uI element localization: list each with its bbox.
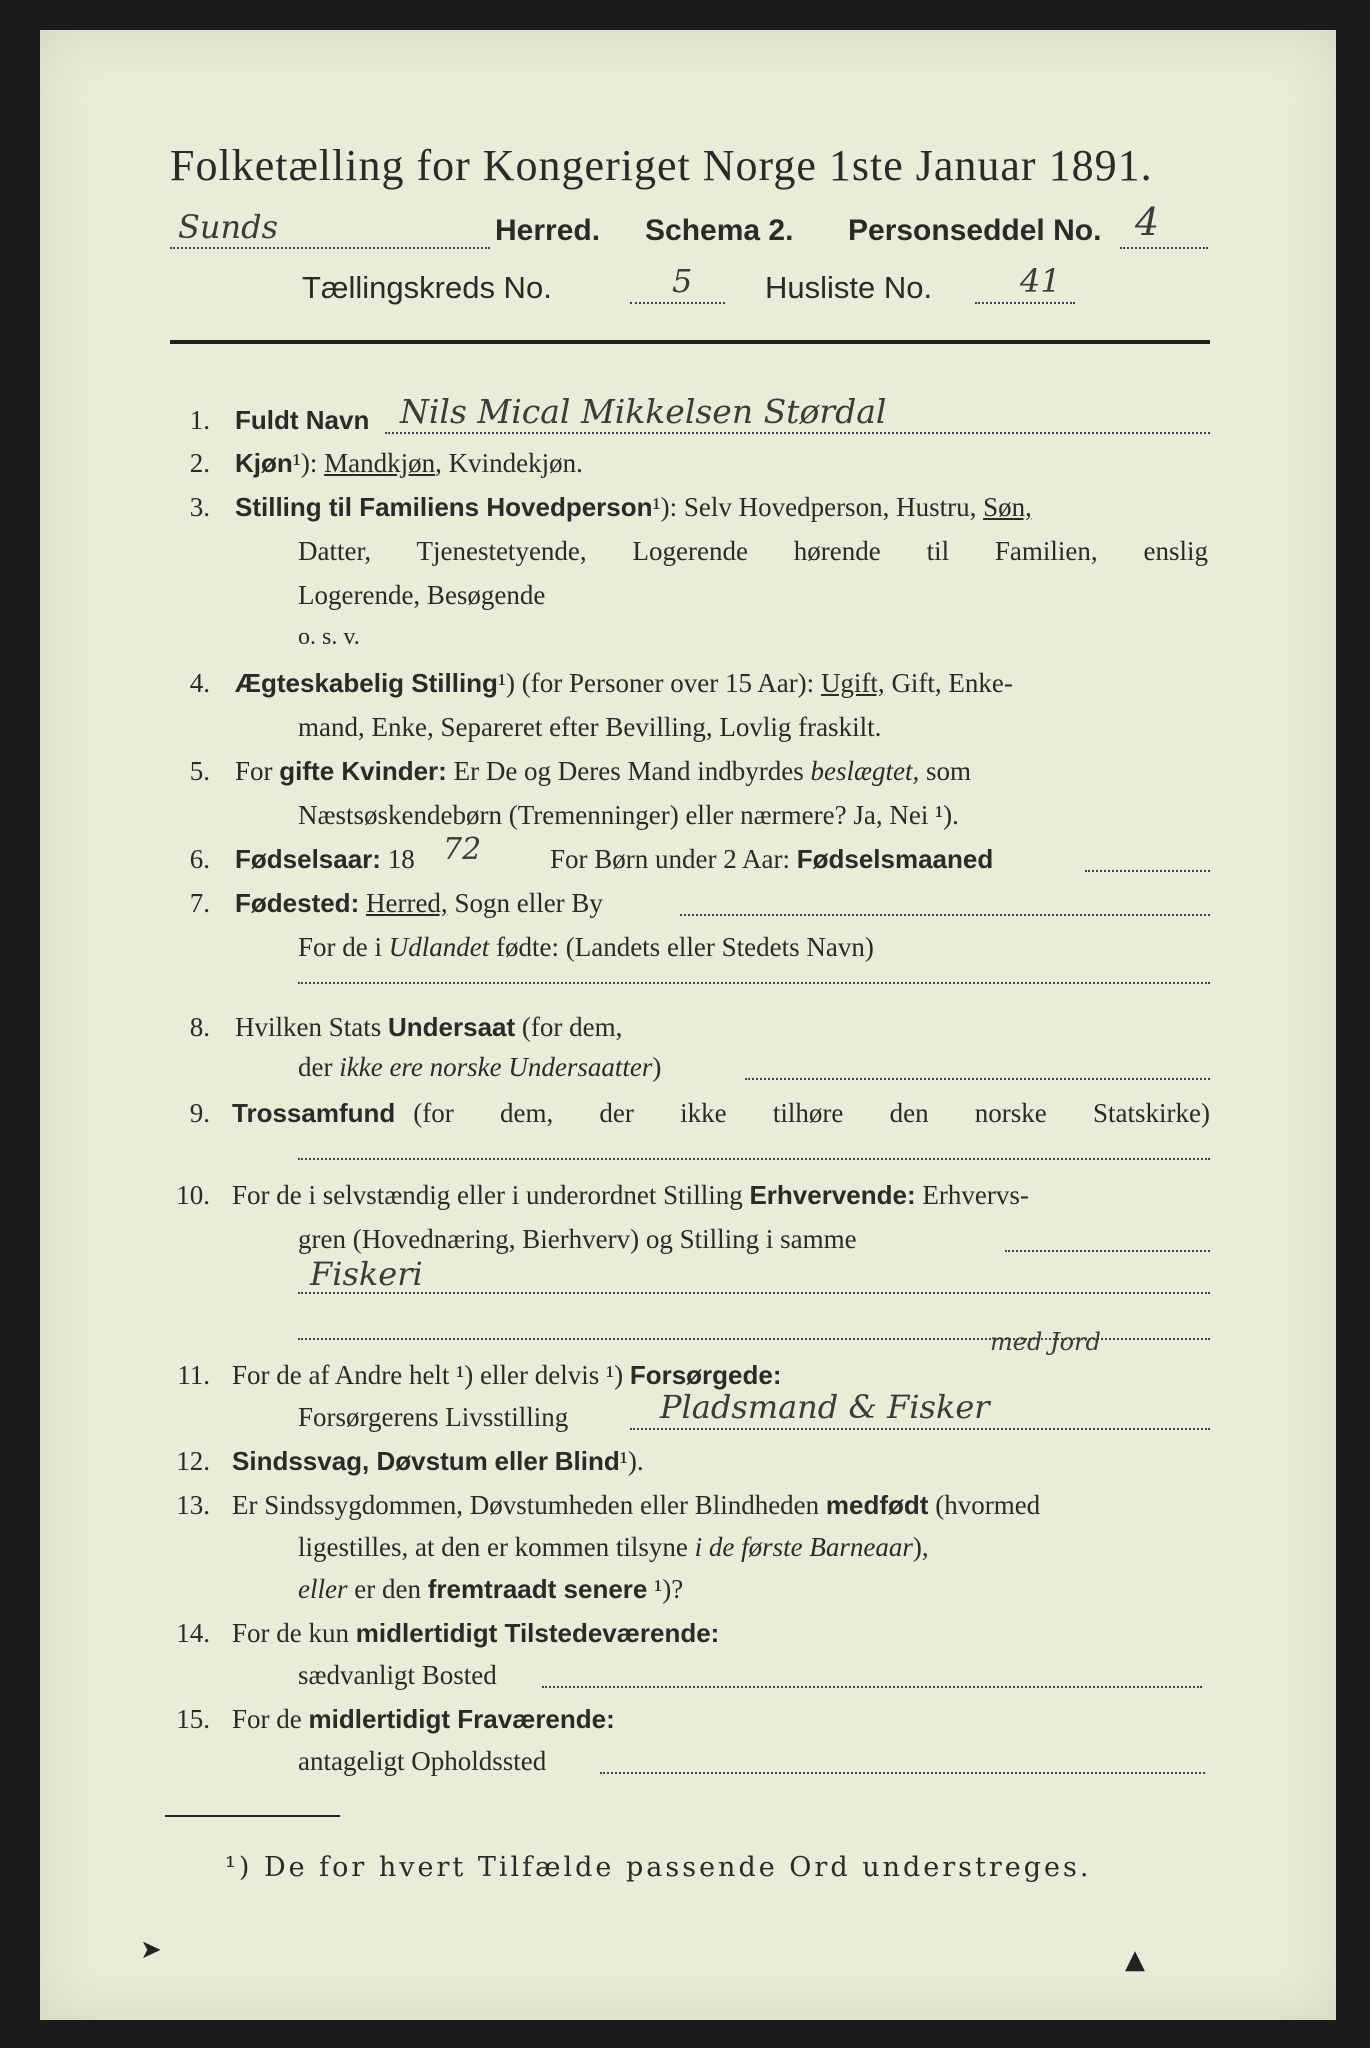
- form-title: Folketælling for Kongeriget Norge 1ste Januar 1891.: [170, 141, 1153, 190]
- q1-number: 1.: [189, 405, 210, 435]
- q1-dotline: [385, 432, 1210, 434]
- q12-end: ¹).: [619, 1446, 644, 1476]
- q10-number: 10.: [176, 1180, 210, 1210]
- ink-mark-left: ➤: [140, 1935, 162, 1965]
- q14-label: midlertidigt Tilstedeværende:: [355, 1618, 720, 1648]
- q11-line1a: For de af Andre helt ¹) eller delvis ¹): [232, 1360, 624, 1390]
- husliste-label: Husliste No.: [765, 270, 933, 305]
- q11-value: Pladsmand & Fisker: [660, 1388, 990, 1426]
- q12-line: [232, 1446, 644, 1477]
- q4-line1b: Gift, Enke-: [891, 668, 1013, 698]
- q8-line2: der ikke ere norske Undersaatter): [298, 1052, 662, 1082]
- ink-mark-right: ▲: [1125, 1945, 1145, 1975]
- q8-line1: [235, 1012, 622, 1043]
- q5-line1b: som: [926, 756, 972, 786]
- q10-label: Erhvervende:: [749, 1180, 916, 1210]
- herred-value: Sunds: [178, 208, 279, 246]
- q15-line1: [232, 1704, 615, 1735]
- q8-label: Undersaat: [388, 1012, 516, 1042]
- personseddel-dotline: [1120, 247, 1208, 249]
- q3-line4: o. s. v.: [298, 624, 360, 650]
- q9-rest: (for dem, der ikke tilhøre den norske Statskirke): [413, 1098, 1210, 1128]
- q10-line1b: Erhvervs-: [922, 1180, 1029, 1210]
- q13-line3i: eller: [298, 1574, 348, 1604]
- q2-line: [235, 448, 583, 479]
- q15-dotline: [600, 1772, 1205, 1774]
- q5-label: gifte Kvinder:: [279, 756, 447, 786]
- q9-label: Trossamfund: [232, 1098, 396, 1128]
- q8-line1a: Hvilken Stats: [235, 1012, 382, 1042]
- q2-label: Kjøn: [235, 448, 293, 478]
- q3-number: 3.: [189, 492, 210, 522]
- q13-line2: [298, 1532, 929, 1563]
- q11-line2: Forsørgerens Livsstilling: [298, 1402, 569, 1432]
- q8-dotline: [745, 1078, 1210, 1080]
- q4-line2: mand, Enke, Separeret efter Bevilling, Lovlig fraskilt.: [298, 712, 882, 742]
- q15-line1a: For de: [232, 1704, 302, 1734]
- q2-rest: , Kvindekjøn.: [435, 448, 583, 478]
- q7-dotline2: [298, 982, 1210, 984]
- q4-line1: [235, 668, 1013, 699]
- q2-option-mandkjon: Mandkjøn: [324, 448, 436, 478]
- husliste-value: 41: [1020, 262, 1061, 300]
- q5-line2: Næstsøskendebørn (Tremenninger) eller nærmere? Ja, Nei ¹).: [298, 800, 959, 830]
- q9-dotline: [298, 1158, 1210, 1160]
- q6-number: 6.: [189, 844, 210, 874]
- header-rule: [170, 340, 1210, 344]
- herred-dotline: [170, 247, 490, 249]
- q7-udlandet: Udlandet: [388, 932, 490, 962]
- q9-number: 9.: [189, 1098, 210, 1128]
- q6-value: 72: [443, 832, 482, 867]
- schema-label: Schema 2.: [645, 214, 794, 247]
- taellingskreds-value: 5: [672, 262, 693, 300]
- personseddel-label: Personseddel No.: [848, 214, 1102, 247]
- q6-label: Fødselsaar:: [235, 844, 381, 874]
- q8-line2a: der: [298, 1052, 333, 1082]
- taellingskreds-dotline: [630, 302, 725, 304]
- q7-line2b: fødte: (Landets eller Stedets Navn): [496, 932, 874, 962]
- q10-line1: [232, 1180, 1029, 1211]
- q4-option-ugift: Ugift,: [820, 668, 885, 698]
- q5-label-a: For: [235, 756, 273, 786]
- q2-number: 2.: [189, 448, 210, 478]
- q5-line1a: Er De og Deres Mand indbyrdes: [453, 756, 804, 786]
- q11-number: 11.: [177, 1360, 210, 1390]
- q3-line3: Logerende, Besøgende: [298, 580, 546, 610]
- q14-line2: sædvanligt Bosted: [298, 1660, 497, 1690]
- q7-label: Fødested:: [235, 888, 360, 918]
- q6-prefix: 18: [387, 844, 415, 874]
- q3-line1: [235, 492, 1032, 523]
- q10-dotline2: [298, 1292, 1210, 1294]
- q5-number: 5.: [189, 756, 210, 786]
- q3-line1-text: ¹): Selv Hovedperson, Hustru,: [652, 492, 977, 522]
- q12-number: 12.: [176, 1446, 210, 1476]
- q7-line2a: For de i: [298, 932, 382, 962]
- q4-line1a: ¹) (for Personer over 15 Aar):: [497, 668, 815, 698]
- q8-line2i: ikke ere norske Undersaatter: [339, 1052, 653, 1082]
- q3-option-son: Søn,: [983, 492, 1032, 522]
- q14-line1: [232, 1618, 719, 1649]
- q11-dotline: [630, 1428, 1210, 1430]
- q9-line: [232, 1098, 1210, 1129]
- q5-beslaegtet: beslægtet,: [810, 756, 920, 786]
- q15-label: midlertidigt Fraværende:: [308, 1704, 615, 1734]
- q15-line2: antageligt Opholdssted: [298, 1746, 547, 1776]
- q3-line2: Datter, Tjenestetyende, Logerende hørende til Familien, enslig: [298, 536, 1208, 566]
- q13-line1a: Er Sindssygdommen, Døvstumheden eller Blindheden: [232, 1490, 820, 1520]
- q13-line2a: ligestilles, at den er kommen tilsyne: [298, 1532, 688, 1562]
- q6-line: [235, 844, 415, 875]
- husliste-dotline: [975, 302, 1075, 304]
- q7-line1: [235, 888, 603, 919]
- q3-label: Stilling til Familiens Hovedperson: [235, 492, 653, 522]
- personseddel-value: 4: [1135, 200, 1160, 244]
- q10-value: Fiskeri: [310, 1255, 423, 1293]
- q14-line1a: For de kun: [232, 1618, 349, 1648]
- q7-dotline: [680, 914, 1210, 916]
- q7-option-herred: Herred,: [365, 888, 448, 918]
- q13-number: 13.: [176, 1490, 210, 1520]
- q13-line3a: er den: [354, 1574, 421, 1604]
- q11-note: med Jord: [990, 1328, 1101, 1356]
- q4-number: 4.: [189, 668, 210, 698]
- q13-line1: [232, 1490, 1040, 1521]
- q12-label: Sindssvag, Døvstum: [232, 1446, 488, 1476]
- q2-sup: ¹):: [292, 448, 318, 478]
- q12-mid: eller: [494, 1446, 548, 1476]
- q8-number: 8.: [189, 1012, 210, 1042]
- q1-value: Nils Mical Mikkelsen Størdal: [400, 392, 887, 431]
- footnote: ¹) De for hvert Tilfælde passende Ord understreges.: [225, 1852, 1092, 1883]
- q14-number: 14.: [176, 1618, 210, 1648]
- q13-line1b: (hvormed: [935, 1490, 1041, 1520]
- footnote-rule: [165, 1815, 340, 1817]
- herred-label: Herred.: [495, 214, 601, 247]
- q11-label: Forsørgede:: [629, 1360, 782, 1390]
- q4-label: Ægteskabelig Stilling: [235, 668, 498, 698]
- q13-line3: [298, 1574, 683, 1605]
- q5-line1: [235, 756, 971, 787]
- taellingskreds-label: Tællingskreds No.: [302, 270, 552, 305]
- q7-line2: [298, 932, 874, 963]
- q15-number: 15.: [176, 1704, 210, 1734]
- q7-rest: Sogn eller By: [454, 888, 603, 918]
- q6-dotline: [1085, 870, 1210, 872]
- q1-label: Fuldt Navn: [235, 405, 370, 435]
- q10-line1a: For de i selvstændig eller i underordnet Stilling: [232, 1180, 743, 1210]
- q10-line2: gren (Hovednæring, Bierhverv) og Stilling i samme: [298, 1224, 857, 1254]
- q14-dotline: [542, 1686, 1202, 1688]
- q10-dotline1: [1005, 1250, 1210, 1252]
- q12-label2: Blind: [554, 1446, 620, 1476]
- q13-label2: fremtraadt senere: [427, 1574, 648, 1604]
- q6-label2: Fødselsmaaned: [796, 844, 994, 874]
- q13-line3b: ¹)?: [654, 1574, 684, 1604]
- q13-line2i: i de første Barneaar: [694, 1532, 913, 1562]
- q7-number: 7.: [189, 888, 210, 918]
- q13-label: medfødt: [825, 1490, 929, 1520]
- q6-mid-line: [550, 844, 993, 875]
- q13-line2b: ),: [912, 1532, 929, 1562]
- q6-mid: For Børn under 2 Aar:: [550, 844, 790, 874]
- q11-line1: [232, 1360, 782, 1391]
- q8-line1b: (for dem,: [521, 1012, 623, 1042]
